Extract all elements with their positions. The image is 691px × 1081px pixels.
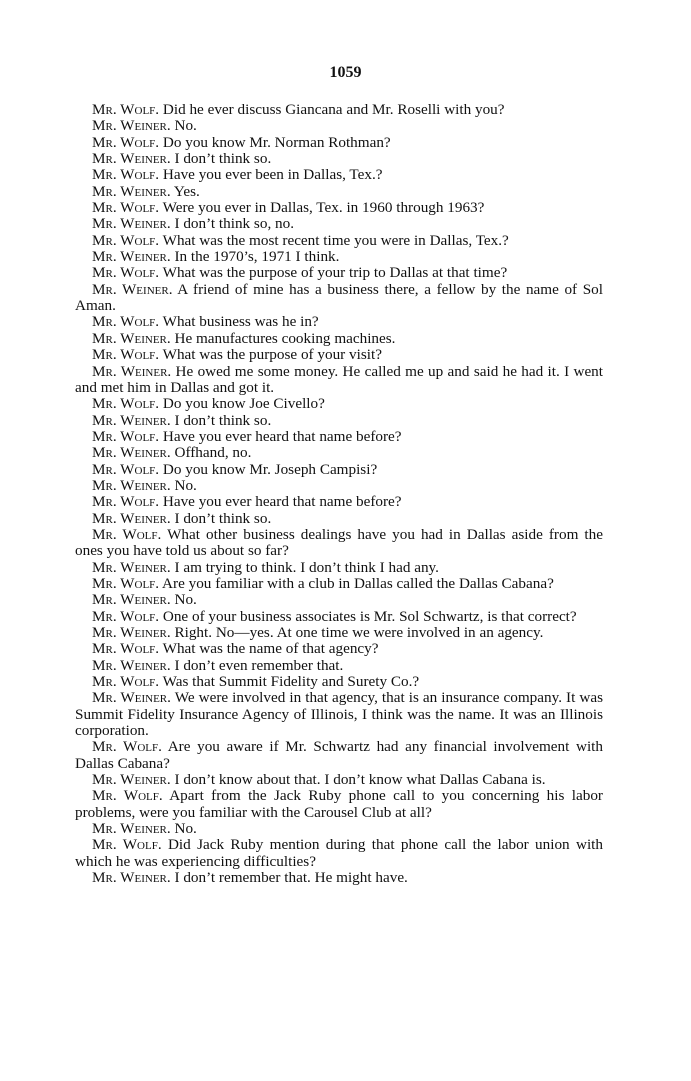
testimony-paragraph [75,788,603,821]
testimony-text: I don’t think so, no. [174,215,295,233]
speaker-name: Mr. Wolf. [92,133,160,151]
testimony-text: Are you familiar with a club in Dallas called the Dallas Cabana? [162,574,554,592]
testimony-text: What was the name of that agency? [162,640,379,658]
speaker-name: Mr. Wolf. [92,787,163,805]
speaker-name: Mr. Weiner. [92,624,171,641]
testimony-text: What was the purpose of your trip to Dallas at that time? [162,264,508,282]
speaker-name: Mr. Weiner. [92,689,171,707]
testimony-paragraph [75,690,603,739]
testimony-paragraph [75,592,603,608]
speaker-name: Mr. Wolf. [92,346,160,364]
testimony-text: In the 1970’s, 1971 I think. [174,248,340,266]
speaker-name: Mr. Weiner. [92,150,171,168]
speaker-name: Mr. Wolf. [92,313,160,331]
testimony-text: Did he ever discuss Giancana and Mr. Roselli with you? [162,101,505,118]
testimony-text: Was that Summit Fidelity and Surety Co.? [162,673,420,691]
speaker-name: Mr. Wolf. [92,607,160,625]
testimony-text: Yes. [173,182,200,200]
speaker-name: Mr. Wolf. [92,427,160,445]
speaker-name: Mr. Wolf. [92,836,162,854]
testimony-paragraph [75,233,603,249]
testimony-paragraph [75,102,603,118]
testimony-paragraph [75,772,603,788]
testimony-text: He owed me some money. He called me up and said he had it. I went and met him in Dallas and got it. [75,362,603,396]
testimony-text: One of your business associates is Mr. Sol Schwartz, is that correct? [162,607,577,625]
speaker-name: Mr. Weiner. [92,591,171,609]
testimony-paragraph [75,674,603,690]
testimony-paragraph [75,314,603,330]
speaker-name: Mr. Wolf. [92,166,160,184]
testimony-text: Are you aware if Mr. Schwartz had any financial involvement with Dallas Cabana? [75,738,603,772]
speaker-name: Mr. Weiner. [92,820,171,838]
speaker-name: Mr. Weiner. [92,558,171,576]
testimony-text: No. [174,117,197,135]
testimony-text: I don’t even remember that. [174,656,344,674]
speaker-name: Mr. Wolf. [92,264,160,282]
testimony-text: No. [174,591,197,609]
speaker-name: Mr. Weiner. [92,362,172,380]
speaker-name: Mr. Weiner. [92,215,171,233]
page-number: 1059 [329,64,362,81]
speaker-name: Mr. Wolf. [92,738,162,756]
speaker-name: Mr. Wolf. [92,101,160,118]
speaker-name: Mr. Wolf. [92,395,160,413]
testimony-text: Were you ever in Dallas, Tex. in 1960 through 1963? [162,199,485,217]
testimony-paragraph [75,347,603,363]
speaker-name: Mr. Weiner. [92,869,171,887]
speaker-name: Mr. Weiner. [92,248,171,266]
testimony-text: No. [174,820,197,838]
testimony-paragraph [75,135,603,151]
testimony-text: I am trying to think. I don’t think I had any. [174,558,439,576]
speaker-name: Mr. Weiner. [92,476,171,494]
testimony-paragraph [75,118,603,134]
speaker-name: Mr. Weiner. [92,117,171,135]
speaker-name: Mr. Wolf. [92,493,160,511]
testimony-paragraph [75,151,603,167]
speaker-name: Mr. Weiner. [92,771,171,789]
speaker-name: Mr. Weiner. [92,182,171,200]
testimony-paragraph [75,625,603,641]
testimony-paragraph [75,216,603,232]
testimony-paragraph [75,658,603,674]
testimony-text: Do you know Mr. Joseph Campisi? [162,460,378,478]
testimony-text: No. [174,476,197,494]
testimony-paragraph [75,331,603,347]
testimony-text: He manufactures cooking machines. [174,329,396,347]
testimony-text: Have you ever been in Dallas, Tex.? [162,166,383,184]
testimony-paragraph [75,870,603,886]
speaker-name: Mr. Wolf. [92,525,162,543]
testimony-text: I don’t think so. [174,150,272,168]
transcript-body [75,102,603,887]
testimony-paragraph [75,249,603,265]
testimony-paragraph [75,609,603,625]
testimony-paragraph [75,200,603,216]
testimony-paragraph [75,445,603,461]
testimony-paragraph [75,560,603,576]
testimony-paragraph [75,494,603,510]
speaker-name: Mr. Weiner. [92,444,171,462]
testimony-text: I don’t remember that. He might have. [174,869,408,887]
speaker-name: Mr. Wolf. [92,640,160,658]
speaker-name: Mr. Wolf. [92,673,160,691]
speaker-name: Mr. Weiner. [92,411,171,429]
testimony-paragraph [75,429,603,445]
speaker-name: Mr. Wolf. [92,199,160,217]
testimony-paragraph [75,184,603,200]
testimony-text: What was the most recent time you were in Dallas, Tex.? [162,231,509,249]
testimony-text: What other business dealings have you had in Dallas aside from the ones you have told us about so far? [75,525,603,560]
testimony-text: Offhand, no. [174,444,252,462]
testimony-text: We were involved in that agency, that is an insurance company. It was Summit Fidelity Insurance Agency of Illinois, I think was the name. It was an Illinois corporation. [75,689,603,740]
testimony-paragraph [75,641,603,657]
testimony-paragraph [75,739,603,772]
testimony-text: A friend of mine has a business there, a fellow by the name of Sol Aman. [75,280,603,315]
speaker-name: Mr. Wolf. [92,574,160,592]
testimony-text: Apart from the Jack Ruby phone call to you concerning his labor problems, were you familiar with the Carousel Club at all? [75,787,603,821]
testimony-text: Do you know Joe Civello? [162,395,325,413]
speaker-name: Mr. Wolf. [92,460,160,478]
testimony-paragraph [75,576,603,592]
testimony-paragraph [75,396,603,412]
testimony-text: What was the purpose of your visit? [162,346,382,364]
testimony-paragraph [75,167,603,183]
testimony-text: Did Jack Ruby mention during that phone call the labor union with which he was experiencing difficulties? [75,836,603,870]
testimony-paragraph [75,265,603,281]
speaker-name: Mr. Weiner. [92,509,171,527]
testimony-text: Do you know Mr. Norman Rothman? [162,133,391,151]
testimony-paragraph [75,478,603,494]
testimony-text: I don’t think so. [174,509,272,527]
testimony-text: Have you ever heard that name before? [162,427,402,445]
testimony-paragraph [75,527,603,560]
speaker-name: Mr. Weiner. [92,656,171,674]
testimony-paragraph [75,462,603,478]
testimony-paragraph [75,837,603,870]
testimony-paragraph [75,282,603,315]
testimony-text: I don’t know about that. I don’t know what Dallas Cabana is. [174,771,546,789]
testimony-paragraph [75,364,603,397]
testimony-text: What business was he in? [162,313,319,331]
testimony-text: I don’t think so. [174,411,272,429]
speaker-name: Mr. Weiner. [92,329,171,347]
speaker-name: Mr. Weiner. [92,280,173,298]
testimony-paragraph [75,413,603,429]
testimony-text: Have you ever heard that name before? [162,493,402,511]
testimony-paragraph [75,821,603,837]
speaker-name: Mr. Wolf. [92,231,160,249]
testimony-paragraph [75,511,603,527]
testimony-text: Right. No—yes. At one time we were involved in an agency. [174,624,544,641]
